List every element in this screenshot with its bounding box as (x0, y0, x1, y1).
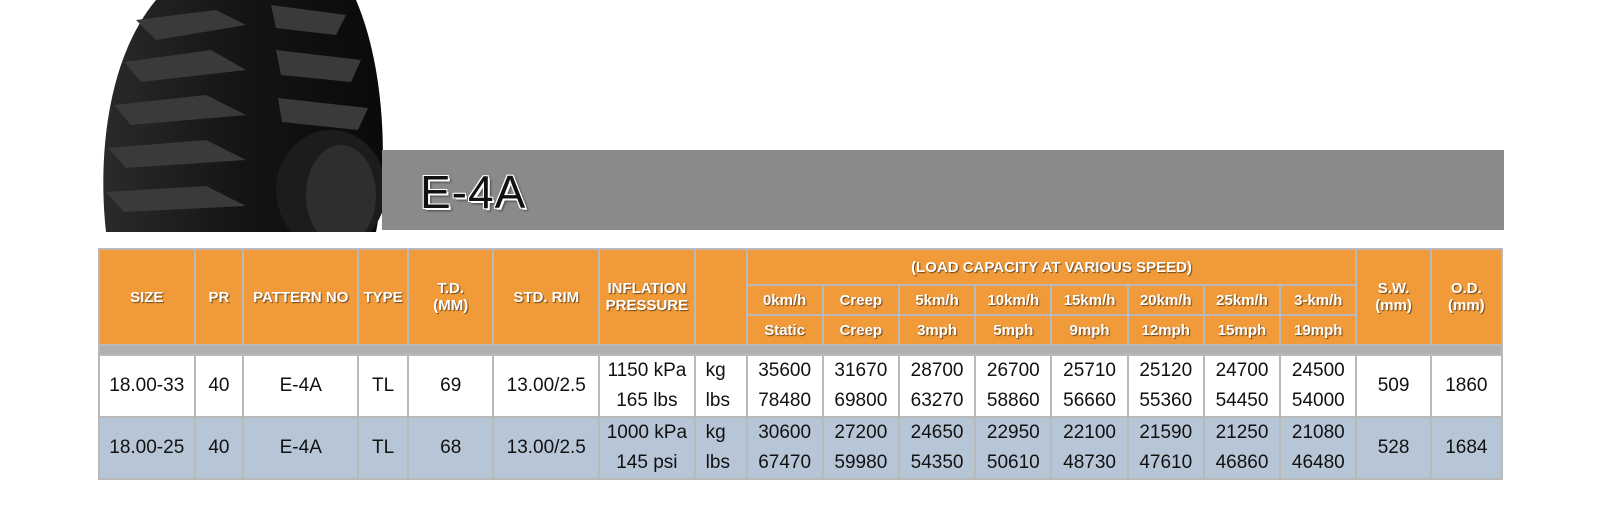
cell-units (695, 417, 747, 479)
header-td (408, 249, 493, 345)
cell-load (1204, 355, 1280, 417)
header-speed-bottom: 3mph (899, 315, 975, 345)
unit-lbs: lbs (705, 452, 730, 473)
header-speed-top: 25km/h (1204, 285, 1280, 315)
cell-td: 68 (408, 417, 493, 479)
header-speed-top: 10km/h (975, 285, 1051, 315)
load-lbs: 48730 (1063, 452, 1116, 473)
header-speed-bottom: 15mph (1204, 315, 1280, 345)
header-speed-bottom: Static (747, 315, 823, 345)
cell-load (1204, 417, 1280, 479)
load-kg: 28700 (910, 360, 964, 381)
header-inflation (599, 249, 695, 345)
cell-load (1051, 417, 1127, 479)
cell-pattern: E-4A (243, 417, 358, 479)
header-od (1431, 249, 1502, 345)
cell-sw: 509 (1356, 355, 1430, 417)
header-speed-top: 5km/h (899, 285, 975, 315)
header-speed-bottom: Creep (823, 315, 899, 345)
header-td-unit: (MM) (433, 297, 469, 314)
load-lbs: 46480 (1291, 452, 1345, 473)
cell-load (747, 355, 823, 417)
specification-table (98, 248, 1503, 480)
load-kg: 21250 (1215, 422, 1269, 443)
pressure-imperial: 165 lbs (616, 390, 678, 411)
cell-rim: 13.00/2.5 (493, 355, 599, 417)
header-od-label: O.D. (1450, 280, 1482, 297)
header-speed-bottom: 5mph (975, 315, 1051, 345)
unit-lbs: lbs (705, 390, 730, 411)
header-speed-top: 15km/h (1051, 285, 1127, 315)
table-row (99, 355, 1502, 417)
load-lbs: 47610 (1139, 452, 1193, 473)
load-kg: 22100 (1063, 422, 1116, 443)
header-od-unit: (mm) (1448, 297, 1485, 314)
cell-load (823, 417, 899, 479)
load-kg: 30600 (758, 422, 812, 443)
cell-load (1128, 355, 1204, 417)
load-kg: 31670 (834, 360, 888, 381)
load-kg: 21080 (1291, 422, 1345, 443)
cell-load (1280, 355, 1356, 417)
load-kg: 25120 (1139, 360, 1193, 381)
load-lbs: 46860 (1215, 452, 1269, 473)
header-sw-label: S.W. (1377, 280, 1410, 297)
unit-kg: kg (705, 360, 726, 381)
load-kg: 22950 (986, 422, 1040, 443)
header-speed-top: 20km/h (1128, 285, 1204, 315)
load-lbs: 63270 (910, 390, 964, 411)
load-lbs: 67470 (758, 452, 812, 473)
cell-load (1280, 417, 1356, 479)
cell-od: 1684 (1431, 417, 1502, 479)
load-lbs: 54000 (1291, 390, 1345, 411)
load-lbs: 56660 (1063, 390, 1116, 411)
header-sw (1356, 249, 1430, 345)
cell-load (1051, 355, 1127, 417)
header-speed-bottom: 9mph (1051, 315, 1127, 345)
load-lbs: 55360 (1139, 390, 1193, 411)
cell-load (899, 355, 975, 417)
tire-tread-icon (96, 0, 386, 232)
cell-pressure (599, 355, 695, 417)
header-speed-bottom: 19mph (1280, 315, 1356, 345)
header-td-label: T.D. (437, 280, 465, 297)
load-kg: 26700 (986, 360, 1040, 381)
cell-load (899, 417, 975, 479)
load-lbs: 54350 (910, 452, 964, 473)
table-row (99, 417, 1502, 479)
load-lbs: 50610 (986, 452, 1040, 473)
header-separator (99, 345, 1502, 355)
load-kg: 25710 (1063, 360, 1116, 381)
header-sw-unit: (mm) (1375, 297, 1412, 314)
cell-load (1128, 417, 1204, 479)
cell-load (823, 355, 899, 417)
cell-pressure (599, 417, 695, 479)
load-kg: 21590 (1139, 422, 1193, 443)
cell-size: 18.00-33 (99, 355, 195, 417)
pressure-imperial: 145 psi (616, 452, 678, 473)
load-lbs: 58860 (986, 390, 1040, 411)
cell-sw: 528 (1356, 417, 1430, 479)
header-unit-blank (695, 249, 747, 345)
load-kg: 27200 (834, 422, 888, 443)
header-speed-top: 3-km/h (1280, 285, 1356, 315)
load-kg: 24700 (1215, 360, 1269, 381)
header-pr: PR (195, 249, 244, 345)
load-lbs: 59980 (834, 452, 888, 473)
header-speed-top: Creep (823, 285, 899, 315)
header-speed-bottom: 12mph (1128, 315, 1204, 345)
header-size: SIZE (99, 249, 195, 345)
pattern-title-bar (382, 150, 1504, 230)
pressure-kpa: 1000 kPa (606, 422, 688, 443)
pressure-kpa: 1150 kPa (607, 360, 687, 381)
cell-load (975, 355, 1051, 417)
cell-pr: 40 (195, 355, 244, 417)
load-lbs: 54450 (1215, 390, 1269, 411)
cell-size: 18.00-25 (99, 417, 195, 479)
unit-kg: kg (705, 422, 726, 443)
pattern-title: E-4A (420, 166, 527, 218)
cell-rim: 13.00/2.5 (493, 417, 599, 479)
load-kg: 35600 (758, 360, 812, 381)
load-lbs: 78480 (758, 390, 812, 411)
header-pattern-no: PATTERN NO (243, 249, 358, 345)
cell-pattern: E-4A (243, 355, 358, 417)
header-inflation-line2: PRESSURE (605, 297, 689, 314)
cell-type: TL (358, 417, 408, 479)
cell-td: 69 (408, 355, 493, 417)
load-lbs: 69800 (834, 390, 888, 411)
cell-units (695, 355, 747, 417)
separator-bar (99, 345, 1502, 355)
load-kg: 24500 (1291, 360, 1345, 381)
header-type: TYPE (358, 249, 408, 345)
header-speed-top: 0km/h (747, 285, 823, 315)
cell-type: TL (358, 355, 408, 417)
header-std-rim: STD. RIM (493, 249, 599, 345)
cell-load (975, 417, 1051, 479)
load-kg: 24650 (910, 422, 964, 443)
header-inflation-line1: INFLATION (607, 280, 687, 297)
cell-od: 1860 (1431, 355, 1502, 417)
header-load-capacity: (LOAD CAPACITY AT VARIOUS SPEED) (747, 249, 1357, 285)
cell-pr: 40 (195, 417, 244, 479)
cell-load (747, 417, 823, 479)
